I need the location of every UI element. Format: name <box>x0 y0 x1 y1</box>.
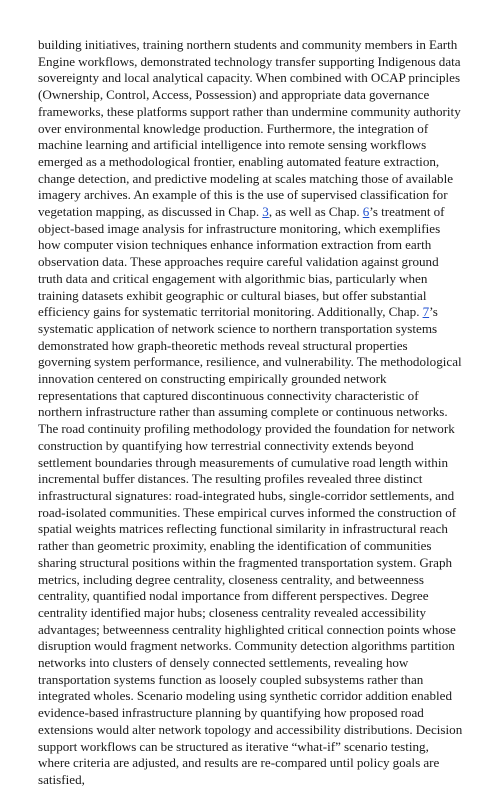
text-segment-4: ’s systematic application of network science to northern transportation systems demonstrated how graph-theoretic methods reveal structural properties governing system performance, resilience, and vulnerability. The methodological innovation centered on constructing empirically grounded network representations that captured discontinuous connectivity characteristic of northern infrastructure rather than assuming complete or continuous networks. The road continuity profiling methodology provided the foundation for network construction by quantifying how terrestrial connectivity extends beyond settlement boundaries through measurements of cumulative road length within incremental buffer distances. The resulting profiles revealed three distinct infrastructural signatures: road-integrated hubs, single-corridor settlements, and road-isolated communities. These empirical curves informed the construction of spatial weights matrices reflecting functional similarity in infrastructural reach rather than geometric proximity, enabling the identification of communities sharing structural positions within the fragmented transportation system. Graph metrics, including degree centrality, closeness centrality, and betweenness centrality, quantified nodal importance from different perspectives. Degree centrality identified major hubs; closeness centrality revealed accessibility advantages; betweenness centrality highlighted critical connection points whose disruption would fragment networks. Community detection algorithms partition networks into clusters of densely connected settlements, revealing how transportation systems function as loosely coupled subsystems rather than integrated wholes. Scenario modeling using synthetic corridor addition enabled evidence-based infrastructure planning by quantifying how proposed road extensions would alter network topology and accessibility distributions. Decision support workflows can be structured as iterative “what-if” scenario testing, where criteria are adjusted, and results are re-compared until policy goals are satisfied, <box>38 304 463 787</box>
chapter-3-link[interactable]: 3 <box>262 204 269 220</box>
body-paragraph <box>38 37 463 789</box>
text-segment-1: building initiatives, training northern students and community members in Earth Engine workflows, demonstrated technology transfer supporting Indigenous data sovereignty and local analytical capacity. When combined with OCAP principles (Ownership, Control, Access, Possession) and appropriate data governance frameworks, these platforms support rather than undermine community authority over environmental knowledge production. Furthermore, the integration of machine learning and artificial intelligence into remote sensing workflows emerged as a methodological frontier, enabling automated feature extraction, change detection, and predictive modeling at scales matching those of available imagery archives. An example of this is the use of supervised classification for vegetation mapping, as discussed in Chap. <box>38 37 461 220</box>
text-segment-2: , as well as Chap. <box>268 204 363 220</box>
text-segment-3: ’s treatment of object-based image analysis for infrastructure monitoring, which exemplifies how computer vision techniques enhance information extraction from earth observation data. These approaches require careful validation against ground truth data and critical engagement with algorithmic bias, particularly when training datasets exhibit geographic or cultural biases, but offer substantial efficiency gains for systematic territorial monitoring. Additionally, Chap. <box>38 204 445 320</box>
chapter-7-link[interactable]: 7 <box>422 304 430 320</box>
chapter-6-link[interactable]: 6 <box>362 204 370 220</box>
